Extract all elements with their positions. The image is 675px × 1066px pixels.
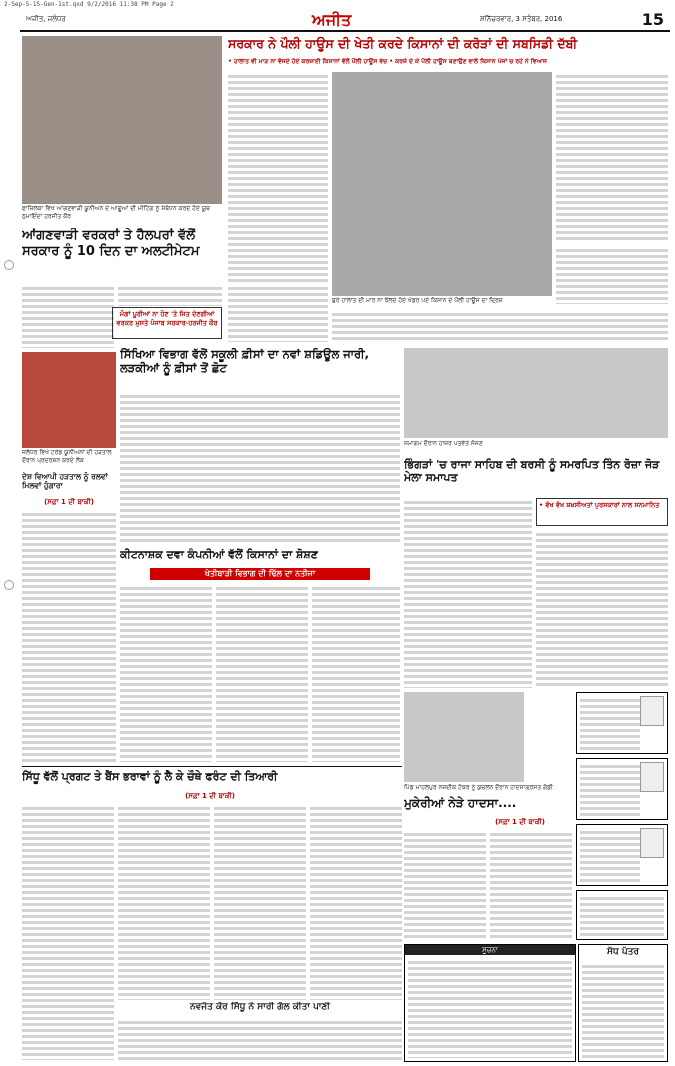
event-headline: ਭਿੰਗੜਾਂ 'ਚ ਰਾਜਾ ਸਾਹਿਬ ਦੀ ਬਰਸੀ ਨੂੰ ਸਮਰਪਿਤ ਤਿੰਨ ਰੋਜ਼ਾ ਜੋੜ ਮੇਲਾ ਸਮਾਪਤ [404,458,660,485]
accident-continued: (ਸਫ਼ਾ 1 ਦੀ ਬਾਕੀ) [495,818,545,826]
notice-text [580,894,664,936]
education-body [120,392,400,542]
classified-notice [576,824,668,886]
strike-continued: (ਸਫ਼ਾ 1 ਦੀ ਬਾਕੀ) [44,498,94,506]
classified-notice [576,758,668,820]
anganwadi-headline: ਆਂਗਣਵਾੜੀ ਵਰਕਰਾਂ ਤੇ ਹੈਲਪਰਾਂ ਵੱਲੋਂ ਸਰਕਾਰ ਨੂੰ 10 ਦਿਨ ਦਾ ਅਲਟੀਮੇਟਮ [22,228,200,259]
event-body-col1 [404,498,532,688]
anganwadi-pull-quote: ਮੰਗਾਂ ਪੂਰੀਆਂ ਨਾ ਹੋਣ 'ਤੇ ਜਿਤ ਦੇਣਗੀਆਂ ਵਰਕਰ ਮੁਸਤੇ ਪੰਜਾਬ ਸਰਕਾਰ-ਹਰਜੀਤ ਕੌਰ [112,307,222,339]
pesticide-kicker: ਖੇਤੀਬਾੜੀ ਵਿਭਾਗ ਦੀ ਢਿੱਲ ਦਾ ਨਤੀਜਾ [150,568,370,580]
event-bullet: • ਵੱਖ ਵੱਖ ਸ਼ਖ਼ਸੀਅਤਾਂ ਪੁਰਸਕਾਰਾਂ ਨਾਲ ਸਨਮਾਨਿਤ [536,498,668,526]
correction-text [582,962,664,1058]
print-slug: 2-Sep-5-15-Gen-1st.qxd 9/2/2016 11:38 PM Page 2 [4,1,174,8]
registration-mark-icon [4,580,14,590]
sidhu-body-col4 [310,804,402,1000]
notice-text [580,762,640,816]
strike-photo [22,352,116,448]
header-date: ਸ਼ਨਿੱਚਰਵਾਰ, 3 ਸਤੰਬਰ, 2016 [480,15,563,23]
pesticide-body-col2 [216,584,308,762]
accident-caption: ਪਿੰਡ ਮਾਹਲਪੁਰ ਨਜ਼ਦੀਕ ਟੱਕਰ ਨੂੰ ਕੁਚਲਨ ਦੌਰਾਨ ਹਾਦਸਾਗ੍ਰਸਤ ਗੱਡੀ [404,784,553,791]
lead-body-col1 [228,72,328,304]
accident-body-col1 [404,830,486,940]
accident-photo [404,692,524,782]
anganwadi-body-col1 [22,284,114,348]
lead-headline: ਸਰਕਾਰ ਨੇ ਪੌਲੀ ਹਾਊਸ ਦੀ ਖੇਤੀ ਕਰਦੇ ਕਿਸਾਨਾਂ ਦੀ ਕਰੋੜਾਂ ਦੀ ਸਬਸਿਡੀ ਦੱਬੀ [228,36,578,51]
sidhu-body-col3 [214,804,306,1000]
protest-caption: ਫਾਜ਼ਿਲਕਾ ਵਿਖੇ ਆਂਗਣਵਾੜੀ ਯੂਨੀਅਨ ਦੇ ਆਗੂਆਂ ਦੀ ਮੀਟਿੰਗ ਨੂੰ ਸੰਬੋਧਨ ਕਰਦੇ ਹੋਏ ਯੂਥ ਨੁਮਾਇੰਦਾ ਹਰਜੀਤ ਕੌਰ [22,205,210,220]
pesticide-body-col3 [312,584,400,762]
event-photo [404,348,668,438]
classified-notice [576,890,668,940]
page-header [20,10,670,32]
lead-body-col4b [556,246,668,304]
sidhu-body-col1 [22,804,114,1060]
correction-notice [578,944,668,1062]
margin-strip [0,40,20,1066]
lead-subhead: • ਹਾਲਾਤ ਵੀ ਮਾੜ ਨਾ ਵੱਜਦੇ ਹੋਏ ਕਰਜ਼ਾਈ ਕਿਸਾਨਾਂ ਵੱਲੋਂ ਪੌਲੀ ਹਾਊਸ ਵੇਚ • ਕਰਜ਼ੇ ਦੇ ਕੇ ਪੌਲੀ ਹਾਊਸ ਬਣਾਉਣ ਵਾਲੇ ਕਿਸਾਨ ਪੰਜਾਂ ਚ ਰਹੇ ਨੇ ਵਿਆਜ [228,58,547,65]
event-body-col2 [536,530,668,688]
accident-body-col2 [490,830,572,940]
classified-notice [576,692,668,754]
anganwadi-body-col3 [228,284,328,342]
strike-headline: ਦੇਸ਼ ਵਿਆਪੀ ਹੜਤਾਲ ਨੂੰ ਰਲਵਾਂ ਮਿਲਵਾਂ ਹੁੰਗਾਰਾ [22,472,108,490]
section-divider [22,766,402,767]
correction-title: ਸੋਧ ਪੱਤਰ [607,947,639,957]
tender-title: ਸੂਚਨਾ [405,945,575,955]
lead-body-bottom [332,310,668,342]
pesticide-body-col1 [120,584,212,762]
passport-photo [640,762,664,792]
passport-photo [640,828,664,858]
event-caption: ਸਮਾਗਮ ਦੌਰਾਨ ਹਾਜ਼ਰ ਪਤਵੰਤੇ ਸੱਜਣ [404,440,483,447]
masthead-logo: ਅਜੀਤ [312,10,352,29]
notice-text [580,696,640,750]
header-edition: ਅਜੀਤ, ਜਲੰਧਰ [26,15,66,23]
passport-photo [640,696,664,726]
education-headline: ਸਿੱਖਿਆ ਵਿਭਾਗ ਵੱਲੋਂ ਸਕੂਲੀ ਫ਼ੀਸਾਂ ਦਾ ਨਵਾਂ ਸ਼ਡਿਊਲ ਜਾਰੀ, ਲੜਕੀਆਂ ਨੂੰ ਫ਼ੀਸਾਂ ਤੋਂ ਛੋਟ [120,348,369,375]
tender-text [408,958,572,1058]
page-number: 15 [641,10,664,29]
tender-notice [404,944,576,1062]
accident-headline: ਮੁਕੇਰੀਆਂ ਨੇੜੇ ਹਾਦਸਾ.... [404,796,517,810]
sidhu-body-bottom [118,1018,402,1060]
polyhouse-photo [332,72,552,296]
notice-text [580,828,640,882]
anganwadi-body-col2 [118,284,222,306]
sidhu-continued: (ਸਫ਼ਾ 1 ਦੀ ਬਾਕੀ) [185,792,235,800]
strike-body-col1 [22,510,116,762]
registration-mark-icon [4,260,14,270]
pesticide-headline: ਕੀਟਨਾਸ਼ਕ ਦਵਾ ਕੰਪਨੀਆਂ ਵੱਲੋਂ ਕਿਸਾਨਾਂ ਦਾ ਸ਼ੋਸ਼ਣ [120,548,318,561]
sidhu-body-col2 [118,804,210,1000]
sidhu-subheadline: ਨਵਜੋਤ ਕੌਰ ਸਿੱਧੂ ਨੇ ਸਾਰੀ ਗੱਲ ਕੀਤਾ ਪਾਣੀ [189,1002,331,1012]
lead-body-col4 [556,72,668,242]
strike-caption: ਜਲੰਧਰ ਵਿਖੇ ਟਰੇਡ ਯੂਨੀਅਨਾਂ ਦੀ ਹੜਤਾਲ ਦੌਰਾਨ ਪ੍ਰਦਰਸ਼ਨ ਕਰਦੇ ਲੋਕ [22,449,112,464]
sidhu-headline: ਸਿੱਧੂ ਵੱਲੋਂ ਪ੍ਰਗਟ ਤੇ ਬੈਂਸ ਭਰਾਵਾਂ ਨੂੰ ਲੈ ਕੇ ਚੌਥੇ ਫਰੰਟ ਦੀ ਤਿਆਰੀ [22,770,278,783]
protest-photo [22,36,222,204]
lead-caption: ਬੁਰੇ ਹਾਲਾਤ ਦੀ ਮਾਰ ਨਾ ਝੱਲਦੇ ਹੋਏ ਖੰਡਰ ਪਏ ਕਿਸਾਨ ਦੇ ਪੌਲੀ ਹਾਊਸ ਦਾ ਦ੍ਰਿਸ਼ [332,297,503,304]
